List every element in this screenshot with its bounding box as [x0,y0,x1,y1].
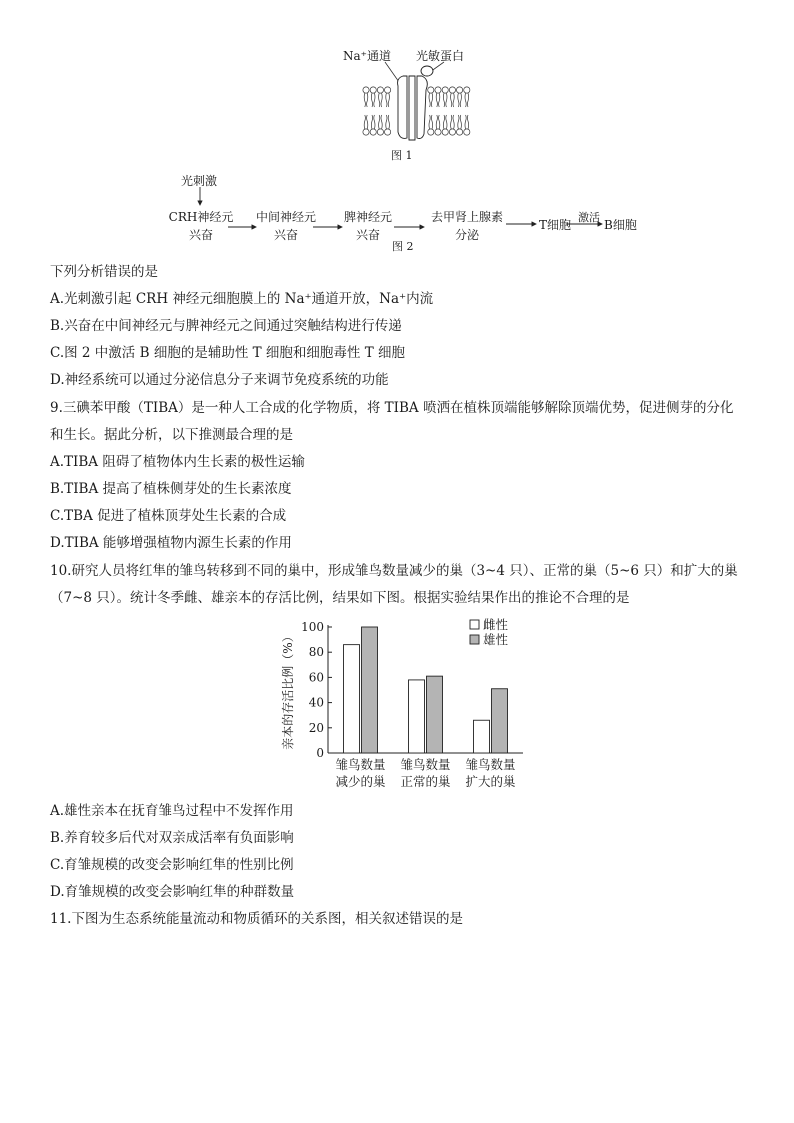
q9-stem-line2: 和生长。据此分析，以下推测最合理的是 [50,427,293,443]
q8-option-d: D.神经系统可以通过分泌信息分子来调节免疫系统的功能 [50,372,389,388]
category-label-line1: 雏鸟数量 [465,757,516,772]
pathway-node-norepinephrine: 去甲肾上腺素 分泌 [430,210,503,242]
category-label-line2: 扩大的巢 [465,774,516,789]
bar-雌性-2 [474,720,490,753]
legend-label: 雄性 [483,632,509,647]
q10-option-a: A.雄性亲本在抚育雏鸟过程中不发挥作用 [50,803,294,819]
bar-雄性-1 [427,676,443,753]
membrane-diagram [360,60,480,146]
q10-stem-line2: （7~8 只）。统计冬季雌、雄亲本的存活比例，结果如下图。根据实验结果作出的推论不合理的是 [50,590,630,606]
category-label-line1: 雏鸟数量 [400,757,451,772]
legend-label: 雌性 [483,617,509,632]
pathway-node-t-cell: T细胞 [539,218,572,232]
pathway-node-interneuron: 中间神经元 兴奋 [255,210,316,242]
q9-option-c: C.TBA 促进了植株顶芽处生长素的合成 [50,508,287,524]
q9-stem-line1: 9.三碘苯甲酸（TIBA）是一种人工合成的化学物质，将 TIBA 喷洒在植株顶端能够解除顶端优势，促进侧芽的分化 [50,400,734,416]
q9-option-d: D.TIBA 能够增强植物内源生长素的作用 [50,535,292,551]
y-tick-label: 40 [308,695,324,710]
bar-雄性-2 [492,689,508,753]
bar-雌性-1 [409,680,425,753]
y-axis-label: 亲本的存活比例（%） [281,630,295,750]
y-tick-label: 100 [301,620,324,634]
figure2-caption: 图 2 [392,240,414,253]
bar-雄性-0 [362,627,378,753]
bar-雌性-0 [344,645,360,753]
stimulus-label: 光刺激 [181,174,218,188]
y-tick-label: 20 [308,720,324,735]
q9-option-b: B.TIBA 提高了植株侧芽处的生长素浓度 [50,481,292,497]
pathway-node-b-cell: B细胞 [604,218,637,232]
q8-option-c: C.图 2 中激活 B 细胞的是辅助性 T 细胞和细胞毒性 T 细胞 [50,345,405,361]
q10-option-c: C.育雏规模的改变会影响红隼的性别比例 [50,857,294,873]
category-label-line2: 正常的巢 [400,774,451,789]
category-label-line1: 雏鸟数量 [335,757,386,772]
activate-label: 激活 [578,211,600,224]
q10-stem-line1: 10.研究人员将红隼的雏鸟转移到不同的巢中，形成雏鸟数量减少的巢（3~4 只）、正常的巢（5~6 只）和扩大的巢 [50,563,738,579]
label-photosensitive-protein: 光敏蛋白 [416,49,465,63]
pathway-node-spleen: 脾神经元 兴奋 [343,210,392,242]
y-tick-label: 80 [308,645,324,660]
q8-option-a: A.光刺激引起 CRH 神经元细胞膜上的 Na⁺通道开放，Na⁺内流 [50,291,434,307]
figure1-caption: 图 1 [391,149,413,162]
q8-stem: 下列分析错误的是 [50,264,158,280]
survival-bar-chart [278,615,538,795]
q9-option-a: A.TIBA 阻碍了植物体内生长素的极性运输 [50,454,305,470]
y-tick-label: 0 [316,746,324,760]
pathway-node-crh: CRH神经元 兴奋 [168,210,234,242]
label-na-channel: Na⁺通道 [343,49,391,63]
y-tick-label: 60 [308,670,324,685]
q10-option-b: B.养育较多后代对双亲成活率有负面影响 [50,830,294,846]
legend-swatch [470,635,479,644]
q10-option-d: D.育雏规模的改变会影响红隼的种群数量 [50,884,295,900]
legend-swatch [470,620,479,629]
q8-option-b: B.兴奋在中间神经元与脾神经元之间通过突触结构进行传递 [50,318,402,334]
q11-stem: 11.下图为生态系统能量流动和物质循环的关系图，相关叙述错误的是 [50,911,463,927]
category-label-line2: 减少的巢 [335,774,386,789]
